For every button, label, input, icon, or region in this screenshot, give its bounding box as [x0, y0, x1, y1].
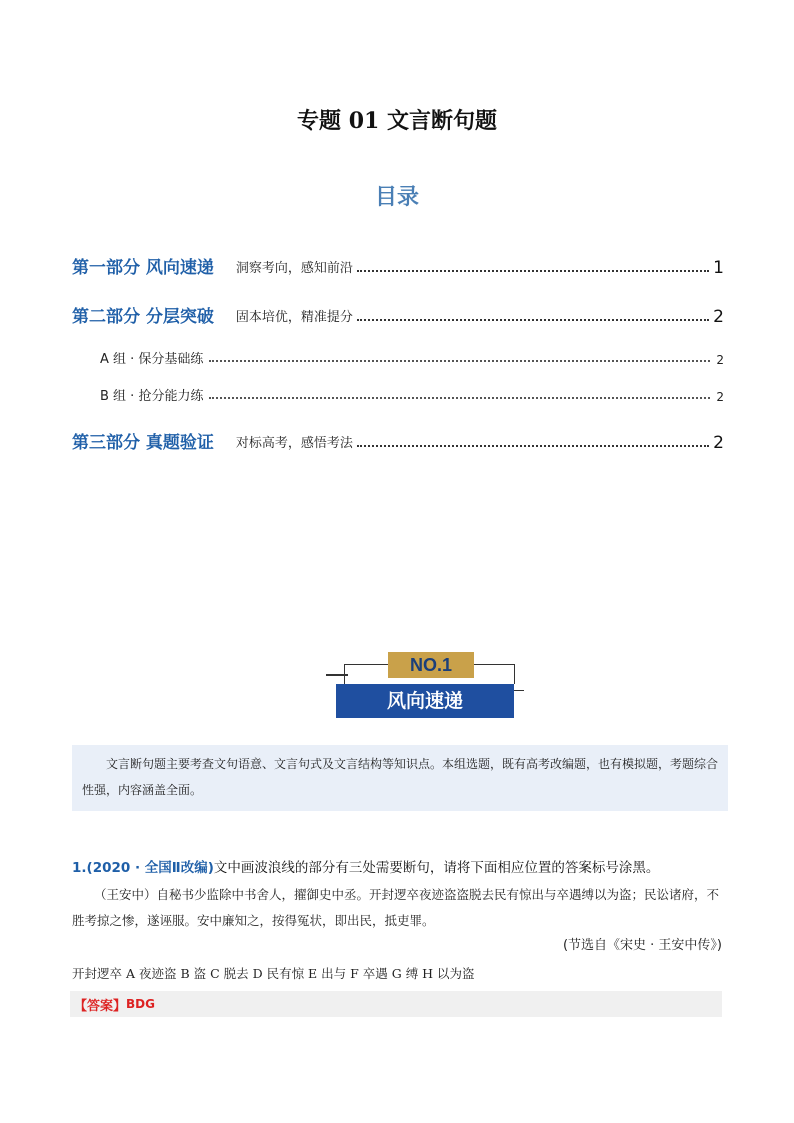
toc-part-1[interactable]	[72, 250, 724, 278]
toc-leader-dots	[357, 318, 709, 321]
marked-sentence: 开封逻卒 A 夜迹盗 B 盗 C 脱去 D 民有惊 E 出与 F 卒遇 G 缚 H 以为盗	[72, 966, 475, 981]
intro-box: 文言断句题主要考查文句语意、文言句式及文言结构等知识点。本组选题，既有高考改编题，也有模拟题，考题综合性强，内容涵盖全面。	[72, 745, 728, 811]
toc-part-2[interactable]	[72, 299, 724, 327]
toc-page-number: 2	[716, 353, 724, 367]
toc-sub-label: B 组 · 抢分能力练	[100, 389, 204, 404]
question-source: (2020 · 全国Ⅱ改编)	[86, 860, 214, 876]
toc-leader-dots	[209, 396, 710, 399]
toc-part-desc: 对标高考，感悟考法	[235, 436, 353, 451]
toc-part-3[interactable]	[72, 425, 724, 453]
toc-page-number: 1	[713, 258, 724, 278]
toc-part-desc: 洞察考向，感知前沿	[235, 261, 353, 276]
toc-sub-a[interactable]	[100, 345, 724, 367]
banner-number-badge: NO.1	[388, 652, 474, 678]
answer-label: 【答案】	[74, 998, 127, 1014]
toc-part-desc: 固本培优，精准提分	[235, 310, 353, 325]
toc-page-number: 2	[713, 433, 724, 453]
toc-page-number: 2	[716, 390, 724, 404]
page-title: 专题 01 文言断句题	[297, 108, 497, 134]
question-stem	[72, 856, 732, 876]
banner-frame-line	[514, 664, 515, 684]
toc-page-number: 2	[713, 307, 724, 327]
toc-leader-dots	[357, 269, 709, 272]
toc-part-title: 第三部分 真题验证	[72, 433, 214, 453]
toc-sub-label: A 组 · 保分基础练	[100, 352, 204, 367]
question-prompt: 文中画波浪线的部分有三处需要断句，请将下面相应位置的答案标号涂黑。	[213, 860, 660, 876]
toc-leader-dots	[357, 444, 709, 447]
answer-value: BDG	[126, 997, 155, 1011]
answer-bar	[70, 991, 722, 1017]
passage-citation: (节选自《宋史 · 王安中传》)	[562, 938, 722, 953]
banner-frame-line	[514, 690, 524, 691]
toc-part-title: 第一部分 风向速递	[72, 258, 214, 278]
banner-frame-line	[326, 674, 348, 676]
question-number: 1.	[72, 860, 87, 876]
question-passage: （王安中）自秘书少监除中书舍人，擢御史中丞。开封逻卒夜迹盗盗脱去民有惊出与卒遇缚以为盗；民讼诸府，不胜考掠之惨，遂诬服。安中廉知之，按得冤状，即出民，抵吏罪。	[72, 887, 720, 928]
toc-sub-b[interactable]	[100, 382, 724, 404]
toc-heading: 目录	[374, 185, 419, 210]
banner-section-label: 风向速递	[336, 684, 514, 718]
toc-leader-dots	[209, 359, 710, 362]
toc-part-title: 第二部分 分层突破	[72, 307, 214, 327]
